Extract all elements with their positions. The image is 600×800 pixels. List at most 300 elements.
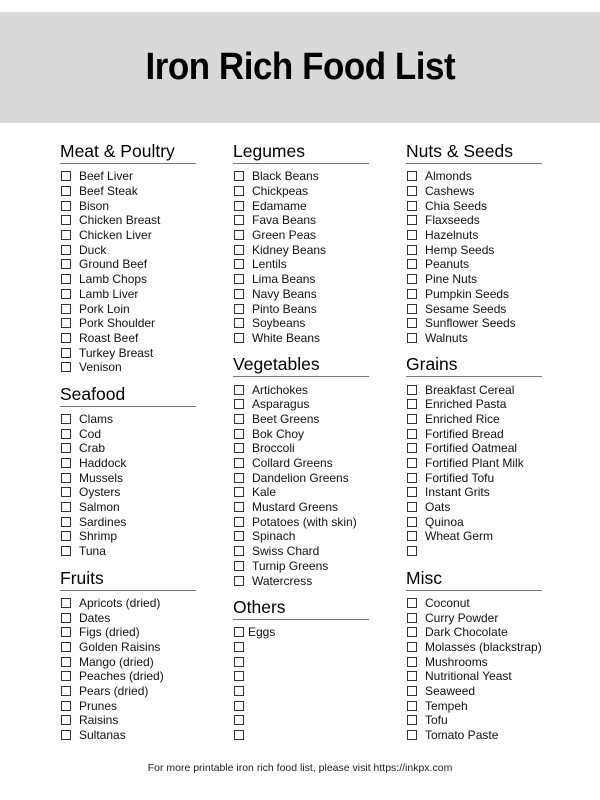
item-label: Shrimp (79, 529, 118, 544)
item-label: Green Peas (252, 228, 317, 243)
checklist-item[interactable] (406, 198, 542, 213)
checkbox-icon[interactable] (61, 730, 71, 740)
item-label: Oysters (79, 485, 121, 500)
checklist-item[interactable] (233, 331, 369, 346)
checklist-item[interactable] (406, 610, 542, 625)
item-label: Ground Beef (79, 257, 148, 272)
checklist-item[interactable] (233, 559, 369, 574)
checkbox-icon[interactable] (234, 274, 244, 284)
checklist-item[interactable] (60, 426, 196, 441)
section-misc (406, 568, 542, 743)
checklist-item[interactable] (406, 382, 542, 397)
checkbox-icon[interactable] (61, 642, 71, 652)
checklist-item[interactable] (233, 728, 369, 743)
checklist-item[interactable] (406, 169, 542, 184)
checklist-item[interactable] (233, 485, 369, 500)
checkbox-icon[interactable] (234, 686, 244, 696)
item-label: Mango (dried) (79, 654, 154, 669)
checkbox-icon[interactable] (61, 414, 71, 424)
checkbox-icon[interactable] (234, 333, 244, 343)
checklist-item[interactable] (406, 287, 542, 302)
checklist (60, 412, 196, 559)
checkbox-icon[interactable] (234, 385, 244, 395)
checkbox-icon[interactable] (407, 701, 417, 711)
checkbox-icon[interactable] (61, 502, 71, 512)
item-label: Peaches (dried) (79, 669, 164, 684)
checkbox-icon[interactable] (61, 517, 71, 527)
checklist-item[interactable] (233, 301, 369, 316)
checklist-item[interactable] (60, 625, 196, 640)
checkbox-icon[interactable] (61, 362, 71, 372)
item-label: Bison (79, 198, 110, 213)
checkbox-icon[interactable] (61, 429, 71, 439)
checklist-item[interactable] (406, 184, 542, 199)
checkbox-icon[interactable] (407, 642, 417, 652)
item-label: Dates (79, 610, 111, 625)
checkbox-icon[interactable] (61, 274, 71, 284)
checklist-item[interactable] (406, 485, 542, 500)
item-label: Lentils (252, 257, 287, 272)
checkbox-icon[interactable] (61, 171, 71, 181)
item-label: Breakfast Cereal (425, 382, 515, 397)
checkbox-icon[interactable] (234, 642, 244, 652)
checklist-item[interactable] (406, 728, 542, 743)
checklist-item[interactable] (233, 213, 369, 228)
checklist-item[interactable] (406, 272, 542, 287)
checklist-item[interactable] (60, 441, 196, 456)
checkbox-icon[interactable] (407, 531, 417, 541)
checkbox-icon[interactable] (234, 473, 244, 483)
checkbox-icon[interactable] (407, 686, 417, 696)
checkbox-icon[interactable] (234, 715, 244, 725)
item-label: Almonds (425, 169, 472, 184)
item-label: Swiss Chard (252, 544, 320, 559)
checkbox-icon[interactable] (234, 730, 244, 740)
item-label: Venison (79, 360, 122, 375)
checklist (60, 169, 196, 375)
checkbox-icon[interactable] (61, 657, 71, 667)
checkbox-icon[interactable] (61, 627, 71, 637)
item-label: Lamb Chops (79, 272, 148, 287)
item-label: Walnuts (425, 330, 468, 345)
item-label: Navy Beans (252, 286, 317, 301)
checklist-item[interactable] (233, 456, 369, 471)
checklist-item[interactable] (406, 242, 542, 257)
checkbox-icon[interactable] (407, 304, 417, 314)
section-title: Vegetables (233, 354, 369, 377)
section-title: Legumes (233, 141, 369, 164)
item-label: Lima Beans (252, 272, 316, 287)
checkbox-icon[interactable] (234, 201, 244, 211)
checklist-item[interactable] (60, 198, 196, 213)
checklist-item[interactable] (60, 228, 196, 243)
checkbox-icon[interactable] (407, 546, 417, 556)
checklist-item[interactable] (406, 640, 542, 655)
section-title: Misc (406, 568, 542, 591)
checkbox-icon[interactable] (234, 531, 244, 541)
checkbox-icon[interactable] (61, 686, 71, 696)
checkbox-icon[interactable] (407, 613, 417, 623)
checklist-item[interactable] (233, 242, 369, 257)
checklist-item[interactable] (406, 470, 542, 485)
checkbox-icon[interactable] (407, 730, 417, 740)
checkbox-icon[interactable] (234, 517, 244, 527)
checkbox-icon[interactable] (234, 443, 244, 453)
checkbox-icon[interactable] (407, 598, 417, 608)
item-label: Cod (79, 426, 102, 441)
section-title: Nuts & Seeds (406, 141, 542, 164)
item-label: Pears (dried) (79, 683, 149, 698)
checkbox-icon[interactable] (61, 701, 71, 711)
checkbox-icon[interactable] (234, 576, 244, 586)
section-title: Fruits (60, 568, 196, 591)
checklist-item[interactable] (406, 301, 542, 316)
section-vegetables (233, 354, 369, 588)
item-label: Lamb Liver (79, 286, 139, 301)
page-title: Iron Rich Food List (145, 46, 455, 88)
item-label: Mussels (79, 470, 124, 485)
checklist-item[interactable] (406, 316, 542, 331)
checklist (406, 596, 542, 743)
checklist-item[interactable] (233, 382, 369, 397)
checklist (60, 596, 196, 743)
item-label: Fortified Plant Milk (425, 456, 524, 471)
checklist-item[interactable] (406, 500, 542, 515)
checklist-item[interactable] (233, 698, 369, 713)
checklist-item[interactable] (233, 441, 369, 456)
checkbox-icon[interactable] (234, 701, 244, 711)
checklist-item[interactable] (233, 500, 369, 515)
item-label: Cashews (425, 184, 475, 199)
checkbox-icon[interactable] (407, 473, 417, 483)
checklist-item[interactable] (60, 242, 196, 257)
section-title: Meat & Poultry (60, 141, 196, 164)
checklist-item[interactable] (233, 198, 369, 213)
checklist-item[interactable] (233, 669, 369, 684)
item-label: Peanuts (425, 257, 470, 272)
checklist-item[interactable] (406, 426, 542, 441)
checkbox-icon[interactable] (61, 473, 71, 483)
checkbox-icon[interactable] (61, 186, 71, 196)
checklist-item[interactable] (406, 544, 542, 559)
checklist-item[interactable] (60, 529, 196, 544)
checkbox-icon[interactable] (61, 230, 71, 240)
checkbox-icon[interactable] (61, 215, 71, 225)
item-label: Tempeh (425, 698, 468, 713)
checklist-item[interactable] (60, 485, 196, 500)
checkbox-icon[interactable] (234, 230, 244, 240)
item-label: Oats (425, 500, 451, 515)
item-label: Fortified Bread (425, 426, 504, 441)
checklist-item[interactable] (60, 184, 196, 199)
checkbox-icon[interactable] (407, 657, 417, 667)
checkbox-icon[interactable] (61, 546, 71, 556)
item-label: Curry Powder (425, 610, 499, 625)
checklist-item[interactable] (60, 169, 196, 184)
item-label: Watercress (252, 573, 313, 588)
checkbox-icon[interactable] (407, 171, 417, 181)
checklist-item[interactable] (233, 654, 369, 669)
checklist-item[interactable] (60, 331, 196, 346)
checkbox-icon[interactable] (234, 458, 244, 468)
checkbox-icon[interactable] (407, 458, 417, 468)
item-label: Tofu (425, 713, 448, 728)
checkbox-icon[interactable] (407, 385, 417, 395)
item-label: Prunes (79, 698, 118, 713)
title-banner (0, 12, 600, 123)
checkbox-icon[interactable] (407, 318, 417, 328)
section-grains (406, 354, 542, 558)
item-label: Artichokes (252, 382, 309, 397)
item-label: Asparagus (252, 397, 310, 412)
item-label: Hazelnuts (425, 228, 479, 243)
item-label: Pine Nuts (425, 272, 478, 287)
checkbox-icon[interactable] (234, 289, 244, 299)
checkbox-icon[interactable] (234, 259, 244, 269)
checkbox-icon[interactable] (61, 259, 71, 269)
item-label: Beef Liver (79, 169, 134, 184)
checklist-item[interactable] (60, 287, 196, 302)
checklist-item[interactable] (233, 713, 369, 728)
checklist-item[interactable] (233, 544, 369, 559)
item-label: Mushrooms (425, 654, 488, 669)
item-label: Collard Greens (252, 456, 333, 471)
column-2 (233, 141, 369, 751)
checkbox-icon[interactable] (234, 215, 244, 225)
checklist-item[interactable] (406, 441, 542, 456)
item-label: Clams (79, 411, 114, 426)
checkbox-icon[interactable] (407, 502, 417, 512)
checkbox-icon[interactable] (234, 502, 244, 512)
checkbox-icon[interactable] (407, 245, 417, 255)
column-1 (60, 141, 196, 751)
checklist-item[interactable] (406, 684, 542, 699)
item-label: Kidney Beans (252, 242, 327, 257)
checklist-item[interactable] (406, 625, 542, 640)
checkbox-icon[interactable] (407, 289, 417, 299)
item-label: Tuna (79, 544, 106, 559)
item-label: Quinoa (425, 514, 464, 529)
checkbox-icon[interactable] (61, 318, 71, 328)
checkbox-icon[interactable] (234, 561, 244, 571)
checkbox-icon[interactable] (234, 186, 244, 196)
item-label: Tomato Paste (425, 728, 499, 743)
checklist-item[interactable] (60, 470, 196, 485)
checkbox-icon[interactable] (407, 274, 417, 284)
checklist-item[interactable] (60, 500, 196, 515)
checklist-item[interactable] (60, 640, 196, 655)
checkbox-icon[interactable] (61, 598, 71, 608)
item-label: Figs (dried) (79, 625, 140, 640)
checkbox-icon[interactable] (234, 318, 244, 328)
checkbox-icon[interactable] (407, 259, 417, 269)
checklist-item[interactable] (233, 640, 369, 655)
checkbox-icon[interactable] (234, 657, 244, 667)
checkbox-icon[interactable] (234, 487, 244, 497)
checklist-item[interactable] (233, 412, 369, 427)
checkbox-icon[interactable] (407, 215, 417, 225)
checkbox-icon[interactable] (234, 399, 244, 409)
checklist-item[interactable] (233, 397, 369, 412)
checklist-item[interactable] (406, 213, 542, 228)
checklist-item[interactable] (233, 316, 369, 331)
checkbox-icon[interactable] (61, 715, 71, 725)
item-label: Pork Shoulder (79, 316, 156, 331)
checklist-item[interactable] (60, 345, 196, 360)
item-label: Wheat Germ (425, 529, 494, 544)
checklist-item[interactable] (60, 654, 196, 669)
section-title: Grains (406, 354, 542, 377)
checklist-item[interactable] (406, 412, 542, 427)
checkbox-icon[interactable] (61, 348, 71, 358)
checkbox-icon[interactable] (234, 171, 244, 181)
checklist-item[interactable] (406, 698, 542, 713)
checklist-item[interactable] (233, 573, 369, 588)
checklist-item[interactable] (60, 456, 196, 471)
checkbox-icon[interactable] (407, 715, 417, 725)
item-label: Pinto Beans (252, 301, 317, 316)
item-label: Crab (79, 441, 106, 456)
checkbox-icon[interactable] (61, 304, 71, 314)
checklist-item[interactable] (406, 397, 542, 412)
checkbox-icon[interactable] (61, 613, 71, 623)
item-label: White Beans (252, 330, 321, 345)
checkbox-icon[interactable] (407, 443, 417, 453)
checklist-item[interactable] (233, 426, 369, 441)
item-label: Sardines (79, 514, 127, 529)
item-label: Broccoli (252, 441, 295, 456)
item-label: Pork Loin (79, 301, 130, 316)
checkbox-icon[interactable] (234, 245, 244, 255)
checklist-item[interactable] (233, 514, 369, 529)
checkbox-icon[interactable] (407, 671, 417, 681)
item-label: Kale (252, 485, 277, 500)
item-label: Turnip Greens (252, 558, 329, 573)
checklist-item[interactable] (406, 713, 542, 728)
checkbox-icon[interactable] (61, 671, 71, 681)
checklist-item[interactable] (60, 544, 196, 559)
checkbox-icon[interactable] (61, 245, 71, 255)
item-label: Coconut (425, 595, 470, 610)
checkbox-icon[interactable] (407, 186, 417, 196)
checklist-item[interactable] (406, 257, 542, 272)
item-label: Eggs (248, 625, 276, 640)
checklist-item[interactable] (406, 596, 542, 611)
checkbox-icon[interactable] (61, 443, 71, 453)
checkbox-icon[interactable] (407, 627, 417, 637)
checklist-item[interactable] (60, 596, 196, 611)
checkbox-icon[interactable] (407, 333, 417, 343)
checkbox-icon[interactable] (234, 414, 244, 424)
checklist-item[interactable] (406, 669, 542, 684)
checklist-item[interactable] (60, 301, 196, 316)
checklist (233, 625, 369, 743)
checklist-item[interactable] (406, 514, 542, 529)
checkbox-icon[interactable] (61, 289, 71, 299)
checklist-item[interactable] (233, 684, 369, 699)
item-label: Hemp Seeds (425, 242, 495, 257)
item-label: Nutritional Yeast (425, 669, 512, 684)
checklist-item[interactable] (233, 257, 369, 272)
item-label: Sunflower Seeds (425, 316, 516, 331)
checklist-item[interactable] (406, 654, 542, 669)
item-label: Beef Steak (79, 184, 138, 199)
checkbox-icon[interactable] (407, 429, 417, 439)
item-label: Apricots (dried) (79, 595, 161, 610)
checklist-item[interactable] (233, 272, 369, 287)
checklist-item[interactable] (60, 610, 196, 625)
item-label: Haddock (79, 456, 127, 471)
checklist-item[interactable] (60, 514, 196, 529)
checklist-item[interactable] (233, 625, 369, 640)
checklist-item[interactable] (233, 529, 369, 544)
checklist (233, 169, 369, 345)
checkbox-icon[interactable] (61, 531, 71, 541)
checklist-item[interactable] (60, 412, 196, 427)
item-label: Sesame Seeds (425, 301, 507, 316)
checkbox-icon[interactable] (407, 487, 417, 497)
checklist-item[interactable] (60, 713, 196, 728)
checkbox-icon[interactable] (234, 429, 244, 439)
item-label: Fortified Tofu (425, 470, 495, 485)
item-label: Molasses (blackstrap) (425, 639, 542, 654)
checklist-item[interactable] (406, 456, 542, 471)
checklist-item[interactable] (406, 228, 542, 243)
checklist-item[interactable] (60, 684, 196, 699)
item-label: Roast Beef (79, 330, 139, 345)
checklist-item[interactable] (60, 213, 196, 228)
checklist-item[interactable] (406, 529, 542, 544)
checklist-item[interactable] (60, 728, 196, 743)
checkbox-icon[interactable] (234, 627, 244, 637)
checkbox-icon[interactable] (407, 517, 417, 527)
checkbox-icon[interactable] (61, 201, 71, 211)
item-label: Pumpkin Seeds (425, 286, 510, 301)
checklist-item[interactable] (60, 669, 196, 684)
checklist-item[interactable] (233, 169, 369, 184)
section-title: Others (233, 597, 369, 620)
checklist-item[interactable] (233, 184, 369, 199)
checklist-item[interactable] (233, 470, 369, 485)
checklist (233, 382, 369, 588)
checklist-item[interactable] (60, 698, 196, 713)
checkbox-icon[interactable] (234, 304, 244, 314)
checklist-item[interactable] (233, 287, 369, 302)
checkbox-icon[interactable] (61, 333, 71, 343)
checkbox-icon[interactable] (61, 487, 71, 497)
checkbox-icon[interactable] (234, 546, 244, 556)
checkbox-icon[interactable] (407, 414, 417, 424)
checklist-item[interactable] (406, 331, 542, 346)
item-label: Sultanas (79, 728, 126, 743)
checkbox-icon[interactable] (407, 230, 417, 240)
item-label: Chicken Liver (79, 228, 152, 243)
item-label: Soybeans (252, 316, 306, 331)
section-seafood (60, 384, 196, 559)
checklist-item[interactable] (60, 272, 196, 287)
item-label: Seaweed (425, 683, 476, 698)
checkbox-icon[interactable] (234, 671, 244, 681)
checklist-item[interactable] (60, 316, 196, 331)
checkbox-icon[interactable] (61, 458, 71, 468)
item-label: Enriched Rice (425, 411, 500, 426)
checklist-item[interactable] (60, 257, 196, 272)
item-label: Instant Grits (425, 485, 490, 500)
checkbox-icon[interactable] (407, 399, 417, 409)
checkbox-icon[interactable] (407, 201, 417, 211)
checklist-item[interactable] (60, 360, 196, 375)
checklist-item[interactable] (233, 228, 369, 243)
